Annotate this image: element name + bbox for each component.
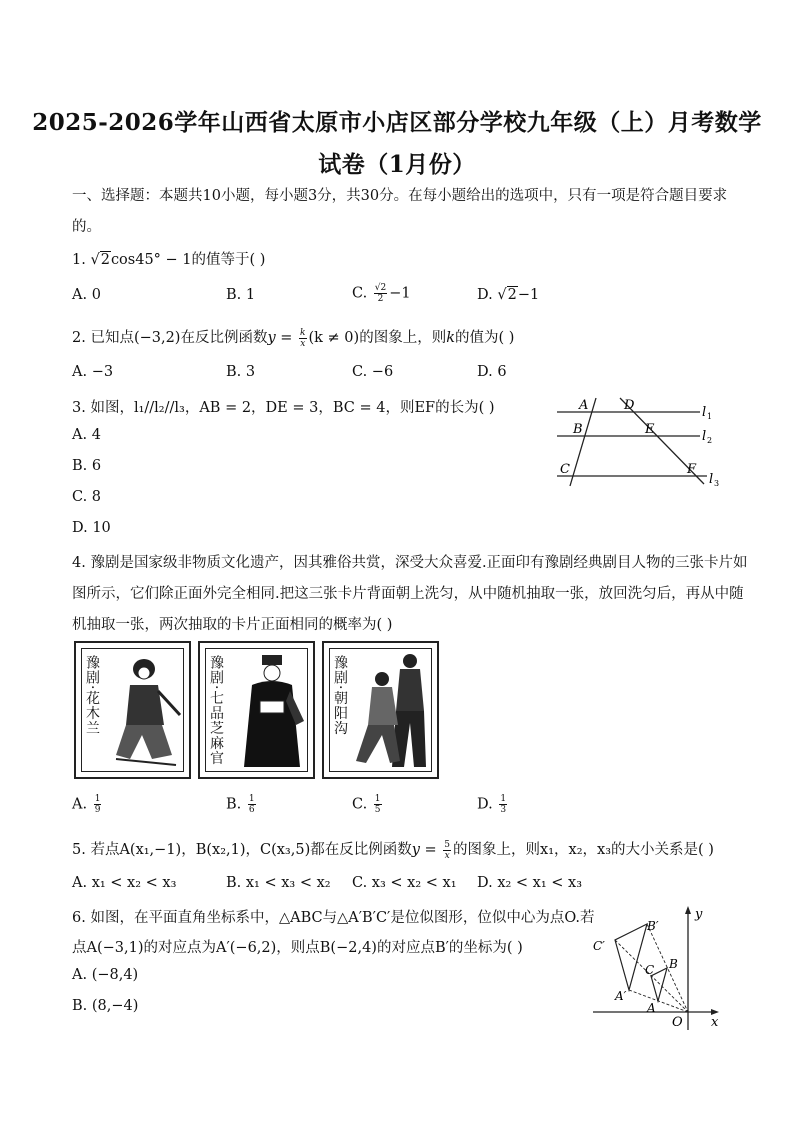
q4-stem-line3: 机抽取一张，两次抽取的卡片正面相同的概率为( ) [72,617,393,633]
opera-figure-illustration [106,655,184,773]
label-c: C [645,963,655,977]
label-a-prime: A′ [615,989,627,1003]
q3-option-a: A. 4 [72,427,101,443]
q3-option-b: B. 6 [72,458,102,474]
label-l1-sub: 1 [707,412,713,421]
q4-option-a [72,794,103,815]
q5-option-d: D. x₂ < x₁ < x₃ [477,875,583,891]
q6-stem-line1: 6. 如图，在平面直角坐标系中，△ABC与△A′B′C′是位似图形，位似中心为点O.若 [72,910,595,926]
q4-option-b-fraction [248,794,256,815]
q4-stem-line2: 图所示，它们除正面外完全相同.把这三张卡片背面朝上洗匀，从中随机抽取一张，放回洗匀后，再从中随 [72,586,744,602]
q1-prefix: 1. [72,252,91,268]
label-f: F [687,462,697,477]
opera-figure-illustration [230,651,310,773]
q2-suffix: (k ≠ 0)的图象上，则 [308,330,447,346]
opera-figure-illustration [352,651,436,773]
q3-option-d: D. 10 [72,520,111,536]
q4-option-a-prefix: A. [72,796,92,813]
q1-option-c-num: √2 [374,283,387,293]
q5-stem [72,838,714,861]
q5-den: x [444,850,450,861]
label-l2: l [702,429,707,444]
q4-option-a-num: 1 [94,794,101,804]
q1-option-c-suffix: −1 [389,285,411,302]
q4-option-d-fraction [499,794,507,815]
label-c: C [560,462,570,477]
label-a: A [579,398,589,413]
q1-option-c-prefix: C. [352,285,372,302]
q2-option-c: C. −6 [352,364,394,380]
label-x: x [711,1015,719,1030]
label-a: A [647,1001,656,1015]
card-chaoyang-gou [322,641,439,779]
q4-option-c-num: 1 [374,794,381,804]
exam-title-line1: 2025-2026学年山西省太原市小店区部分学校九年级（上）月考数学 [32,109,762,136]
q1-rest: cos45° − 1的值等于( ) [110,252,266,268]
q4-option-b [226,794,258,815]
q4-option-d [477,794,509,815]
q5-fraction [443,840,451,861]
q2-y: y = [267,330,298,346]
q2-den: x [300,338,306,349]
q4-stem-line1: 4. 豫剧是国家级非物质文化遗产，因其雅俗共赏，深受大众喜爱.正面印有豫剧经典剧目人物的三张卡片如 [72,555,748,571]
q2-option-d: D. 6 [477,364,507,380]
q5-option-a: A. x₁ < x₂ < x₃ [72,875,177,891]
label-e: E [645,422,655,437]
q1-option-d-suffix: −1 [517,287,540,303]
card-title: 豫剧·朝阳沟 [332,655,348,736]
q1-sqrt-arg: 2 [100,252,110,268]
q2-k: k [446,330,455,346]
label-l1: l [702,405,707,420]
label-c-prime: C′ [593,939,605,953]
card-title: 豫剧·花木兰 [84,655,100,736]
q1-stem: 1. √2cos45° − 1的值等于( ) [72,252,266,268]
q4-option-d-den: 3 [500,805,507,815]
q1-option-c [352,283,411,304]
q5-num: 5 [444,839,451,850]
q6-option-a: A. (−8,4) [72,967,139,983]
q2-end: 的值为( ) [455,330,515,346]
q4-option-d-num: 1 [500,794,507,804]
q4-option-b-den: 6 [248,805,255,815]
label-b: B [573,422,583,437]
q1-option-d [477,287,539,303]
q1-option-c-fraction [374,283,387,304]
q2-stem [72,326,514,349]
q4-option-c-den: 5 [374,805,381,815]
q2-num: k [300,327,306,338]
q3-stem: 3. 如图，l₁//l₂//l₃，AB = 2，DE = 3，BC = 4，则EF的长为( ) [72,400,495,416]
q5-y: y = [411,842,442,858]
q4-option-b-num: 1 [248,794,255,804]
q3-option-c: C. 8 [72,489,102,505]
q1-option-d-prefix: D. √ [477,287,507,303]
q5-option-b: B. x₁ < x₃ < x₂ [226,875,331,891]
triangle-a-prime-b-prime-c-prime [615,924,647,990]
section-instructions-line2: 的。 [72,219,101,235]
q4-option-c-fraction [374,794,382,815]
label-l3-sub: 3 [714,479,720,488]
q4-option-b-prefix: B. [226,796,246,813]
q4-option-a-fraction [94,794,102,815]
label-b-prime: B′ [647,919,659,933]
label-l3: l [709,472,714,487]
label-y: y [695,907,703,922]
q5-prefix: 5. 若点A(x₁,−1)，B(x₂,1)，C(x₃,5)都在反比例函数 [72,842,412,858]
q6-homothety-figure [585,902,725,1032]
q4-option-a-den: 9 [94,805,101,815]
q6-option-b: B. (8,−4) [72,998,139,1014]
q1-option-c-den: 2 [377,294,384,304]
q3-parallel-lines-figure [552,394,732,494]
q1-option-d-arg: 2 [507,287,517,303]
label-l2-sub: 2 [707,436,713,445]
exam-title-line2: 试卷（1月份） [318,151,476,178]
card-title: 豫剧·七品芝麻官 [208,655,224,766]
q4-option-c [352,794,384,815]
label-d: D [624,398,635,413]
q5-suffix: 的图象上，则x₁，x₂，x₃的大小关系是( ) [453,842,714,858]
q4-option-c-prefix: C. [352,796,372,813]
q2-option-a: A. −3 [72,364,114,380]
y-axis-arrow-icon [685,906,691,914]
card-qipin-zhima-guan [198,641,315,779]
q2-fraction [299,328,306,349]
card-hua-mulan [74,641,191,779]
label-b: B [669,957,678,971]
q1-option-a: A. 0 [72,287,101,303]
section-instructions-line1: 一、选择题：本题共10小题，每小题3分，共30分。在每小题给出的选项中，只有一项是符合题目要求 [72,188,728,204]
q2-option-b: B. 3 [226,364,256,380]
q1-option-b: B. 1 [226,287,256,303]
q6-stem-line2: 点A(−3,1)的对应点为A′(−6,2)，则点B(−2,4)的对应点B′的坐标为( ) [72,940,523,956]
q5-option-c: C. x₃ < x₂ < x₁ [352,875,457,891]
q4-option-d-prefix: D. [477,796,498,813]
q2-prefix: 2. 已知点(−3,2)在反比例函数 [72,330,268,346]
label-o: O [672,1015,683,1030]
